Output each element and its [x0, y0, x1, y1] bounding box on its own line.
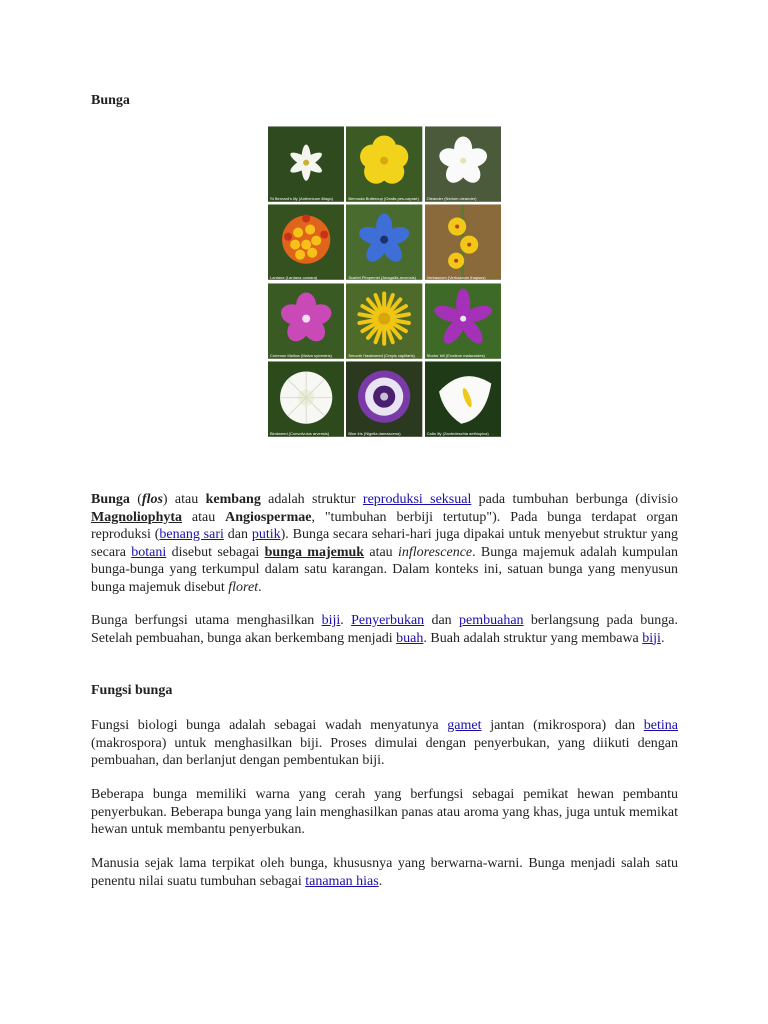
tile-caption: Common Mallow (Malva sylvestris): [270, 352, 332, 358]
link-botani[interactable]: botani: [131, 544, 167, 560]
flower-tile: [346, 361, 422, 437]
flower-tile: [268, 283, 344, 359]
tile-caption: Bindweed (Convolvulus arvensis): [270, 431, 330, 436]
calla-lily-flower: [425, 361, 501, 437]
mallow-flower: [268, 283, 344, 359]
flower-collage-image: [268, 126, 501, 437]
ornamental-paragraph: [91, 855, 678, 890]
text-run: .: [258, 579, 262, 595]
text-run: Bunga berfungsi utama menghasilkan: [91, 613, 322, 628]
color-paragraph: Beberapa bunga memiliki warna yang cerah yang berfungsi sebagai pemikat hewan pembantu penyerbukan. Beberapa bunga yang lain menghasilkan panas atau aroma yang khas, juga untuk memikat hewan untuk membantu penyerbukan.: [91, 787, 678, 837]
link-putik[interactable]: putik: [251, 527, 281, 542]
page-title: Bunga: [91, 93, 130, 108]
flower-tile: [268, 126, 344, 202]
tile-caption: Smooth Hawkweed (Crepis capillaris): [348, 352, 415, 358]
flower-tile: [425, 204, 501, 280]
tile-caption: Calla lily (Zantedeschia aethiopica): [426, 431, 489, 436]
text-run: Fungsi biologi bunga adalah sebagai wadah menyatunya: [91, 718, 448, 733]
term-angiospermae: Angiospermae: [225, 509, 312, 525]
text-run: dan: [424, 613, 459, 628]
link-penyerbukan[interactable]: Penyerbukan: [351, 613, 425, 628]
blue-pimpernel-flower: [346, 204, 422, 280]
tile-caption: Scarlet Pimpernel (Anagallis arvensis): [348, 274, 416, 280]
verbascum-flower: [425, 204, 501, 280]
text-run: adalah struktur: [260, 492, 363, 507]
term-floret: floret: [228, 579, 259, 595]
text-run: pada tumbuhan berbunga (divisio: [471, 492, 678, 507]
text-run: berlangsung pada bunga. Setelah pembuahan, bunga akan berkembang menjadi: [91, 613, 679, 646]
text-run: (makrospora) untuk menghasilkan biji. Proses dimulai dengan penyerbukan, yang diikuti dengan pembuahan, dan berlanjut dengan pembentukan biji.: [91, 735, 678, 768]
flower-tile: [346, 283, 422, 359]
link-betina[interactable]: betina: [643, 718, 678, 733]
text-run: .: [660, 630, 665, 646]
term-inflorescence: inflorescence: [398, 544, 473, 560]
flower-tile: [346, 126, 422, 202]
link-biji-2[interactable]: biji: [642, 630, 661, 646]
biology-paragraph: [91, 717, 678, 770]
term-magnoliophyta: Magnoliophyta: [91, 509, 183, 525]
text-run: ). Bunga secara sehari-hari juga dipakai untuk menyebut struktur yang secara: [91, 527, 678, 560]
text-run: dan: [223, 527, 252, 542]
text-run: (: [129, 492, 142, 507]
section-heading-fungsi-bunga: Fungsi bunga: [91, 683, 173, 698]
tile-caption: Blue Iris (Nigella damascena): [348, 431, 401, 436]
yellow-buttercup-flower: [346, 126, 422, 202]
bindweed-flower: [268, 361, 344, 437]
term-flos: flos: [141, 492, 163, 507]
link-biji[interactable]: biji: [321, 613, 341, 628]
link-gamet[interactable]: gamet: [447, 718, 482, 733]
term-bunga: Bunga: [91, 492, 130, 507]
flower-tile: [425, 283, 501, 359]
text-run: jantan (mikrospora) dan: [481, 718, 644, 733]
flower-tile: [425, 126, 501, 202]
text-run: atau: [182, 509, 226, 525]
function-paragraph: [91, 612, 678, 647]
text-run: disebut sebagai: [166, 544, 265, 560]
flower-tile: [268, 204, 344, 280]
text-run: . Bunga majemuk adalah kumpulan bunga-bunga yang terkumpul dalam satu karangan. Dalam konteks ini, satuan bunga yang menyusun bunga majemuk disebut: [91, 544, 679, 595]
link-buah[interactable]: buah: [396, 630, 424, 646]
flower-tile: [346, 204, 422, 280]
tile-caption: St Bernard's lily (Anthericum liliago): [270, 196, 334, 202]
tile-caption: Bermuda Buttercup (Oxalis pes-caprae): [348, 196, 419, 202]
link-reproduksi-seksual[interactable]: reproduksi seksual: [362, 492, 472, 507]
flower-tile: [425, 361, 501, 437]
text-run: ) atau: [162, 492, 206, 507]
term-kembang: kembang: [205, 492, 261, 507]
text-run: .: [340, 613, 352, 628]
lantana-flower: [268, 204, 344, 280]
term-bunga-majemuk: bunga majemuk: [264, 544, 365, 560]
tile-caption: Storks' bill (Erodium malacoides): [426, 352, 485, 358]
tile-caption: Lantana (Lantana camara): [270, 274, 318, 280]
flower-tile: [268, 361, 344, 437]
text-run: .: [378, 873, 383, 889]
text-run: atau: [364, 544, 398, 560]
intro-paragraph: [91, 491, 678, 596]
link-pembuahan[interactable]: pembuahan: [459, 613, 524, 628]
text-run: Manusia sejak lama terpikat oleh bunga, khususnya yang berwarna-warni. Bunga menjadi salah satu penentu nilai suatu tumbuhan sebagai: [91, 856, 678, 889]
tile-caption: Verbascum (Verbascum thapsus): [426, 274, 486, 280]
link-benang-sari[interactable]: benang sari: [159, 527, 224, 542]
storks-bill-flower: [425, 283, 501, 359]
text-run: . Buah adalah struktur yang membawa: [423, 630, 643, 646]
text-run: , "tumbuhan berbiji tertutup"). Pada bunga terdapat organ reproduksi (: [91, 509, 678, 542]
white-lily-flower: [268, 126, 344, 202]
tile-caption: Oleander (Nerium oleander): [426, 196, 477, 202]
hawkweed-flower: [346, 283, 422, 359]
nigella-flower: [346, 361, 422, 437]
link-tanaman-hias[interactable]: tanaman hias: [305, 873, 379, 889]
white-oleander-flower: [425, 126, 501, 202]
